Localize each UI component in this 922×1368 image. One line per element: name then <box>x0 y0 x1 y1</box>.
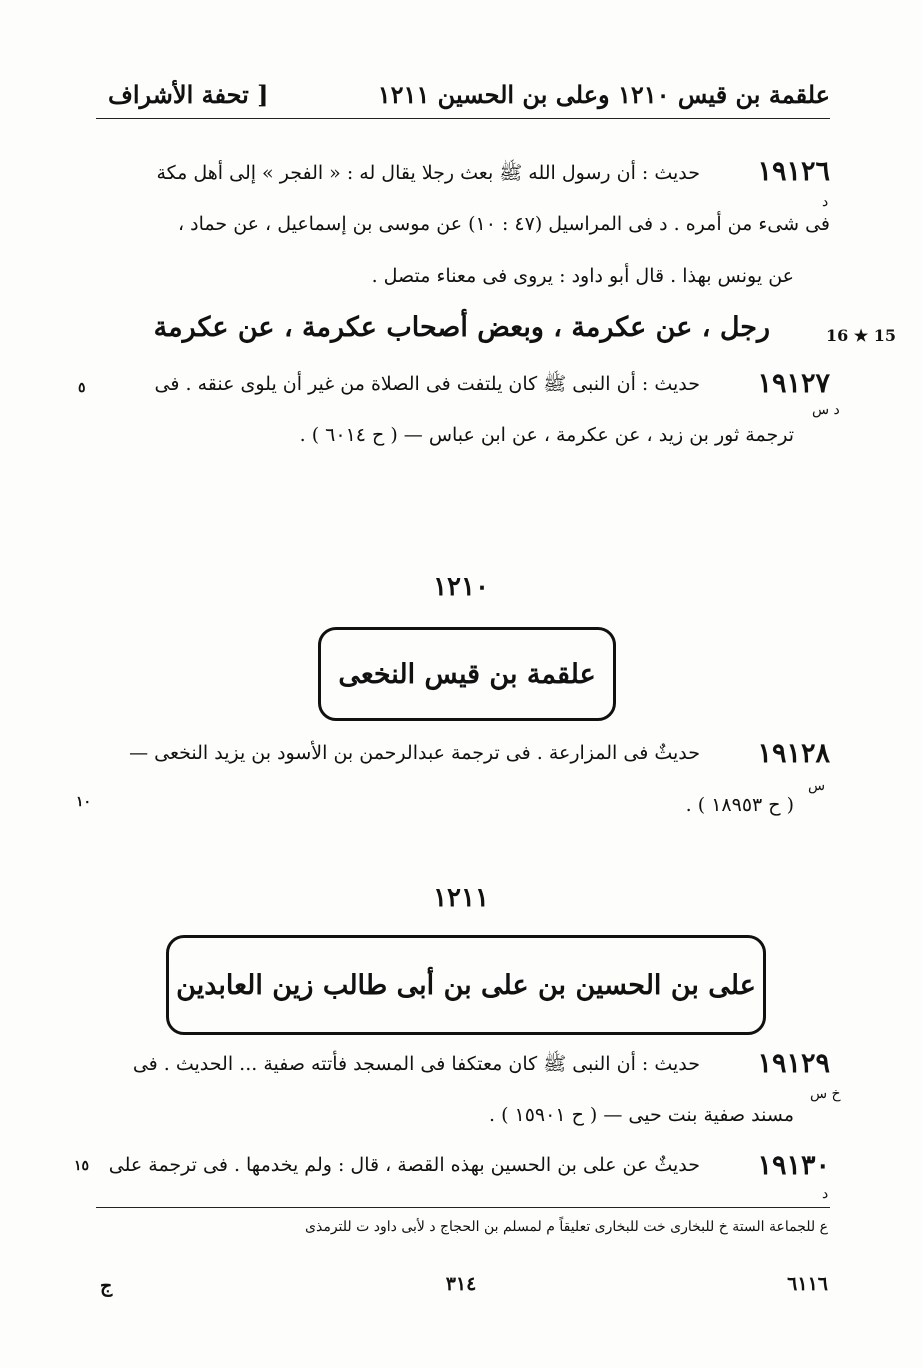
section-name: علقمة بن قيس النخعى <box>338 658 596 690</box>
entry-line: ( ح ١٨٩٥٣ ) . <box>685 794 794 816</box>
section-name: على بن الحسين بن على بن أبى طالب زين العابدين <box>176 969 756 1001</box>
entry-siglum: د <box>822 1186 829 1202</box>
entry-line: حديث : أن النبى ﷺ كان يلتفت فى الصلاة من غير أن يلوى عنقه . فى <box>154 373 700 395</box>
serial-number: ٦١١٦ <box>787 1273 828 1295</box>
entry-siglum: خ س <box>810 1086 841 1102</box>
subsection-marker: 16 ★ 15 <box>826 326 897 345</box>
section-name-box <box>166 935 766 1035</box>
entry-siglum: د <box>822 194 829 210</box>
entry-number: ١٩١٢٦ <box>757 156 830 187</box>
entry-line: حديثٌ فى المزارعة . فى ترجمة عبدالرحمن بن الأسود بن يزيد النخعى — <box>129 742 700 764</box>
entry-siglum: د س <box>812 402 840 418</box>
entry-number: ١٩١٣٠ <box>757 1150 830 1181</box>
entry-line: حديث : أن رسول الله ﷺ بعث رجلا يقال له : « الفجر » إلى أهل مكة <box>156 162 700 184</box>
entry-line: ترجمة ثور بن زيد ، عن عكرمة ، عن ابن عباس — ( ح ٦٠١٤ ) . <box>299 424 794 446</box>
entry-number: ١٩١٢٨ <box>757 738 830 769</box>
section-number: ١٢١١ <box>433 883 489 913</box>
entry-siglum: س <box>808 778 826 794</box>
line-number: ١٥ <box>74 1158 90 1174</box>
subsection-title: رجل ، عن عكرمة ، وبعض أصحاب عكرمة ، عن عكرمة <box>153 312 770 343</box>
entry-line: حديثٌ عن على بن الحسين بهذه القصة ، قال : ولم يخدمها . فى ترجمة على <box>108 1154 700 1176</box>
entry-number: ١٩١٢٧ <box>757 368 830 399</box>
volume-letter: ج <box>100 1275 113 1297</box>
entry-line: حديث : أن النبى ﷺ كان معتكفا فى المسجد فأتته صفية ... الحديث . فى <box>132 1053 700 1075</box>
header-rule <box>96 118 830 119</box>
footnote-rule <box>96 1207 830 1208</box>
abbreviation-key: ع للجماعة الستة خ للبخارى خت للبخارى تعليقاً م لمسلم بن الحجاج د لأبى داود ت للترمذى <box>305 1219 828 1235</box>
entry-line: مسند صفية بنت حيى — ( ح ١٥٩٠١ ) . <box>488 1104 794 1126</box>
line-number: ٥ <box>78 380 86 396</box>
running-head-title: علقمة بن قيس ١٢١٠ وعلى بن الحسين ١٢١١ <box>377 80 830 109</box>
entry-line: عن يونس بهذا . قال أبو داود : يروى فى معناء متصل . <box>371 265 794 287</box>
page-number: ٣١٤ <box>445 1273 477 1295</box>
section-number: ١٢١٠ <box>433 572 489 602</box>
entry-line: فى شىء من أمره . د فى المراسيل (٤٧ : ١٠) عن موسى بن إسماعيل ، عن حماد ، <box>178 213 830 235</box>
section-name-box <box>318 627 616 721</box>
running-head-book: [ تحفة الأشراف <box>108 80 269 109</box>
entry-number: ١٩١٢٩ <box>757 1048 830 1079</box>
line-number: ١٠ <box>76 794 92 810</box>
